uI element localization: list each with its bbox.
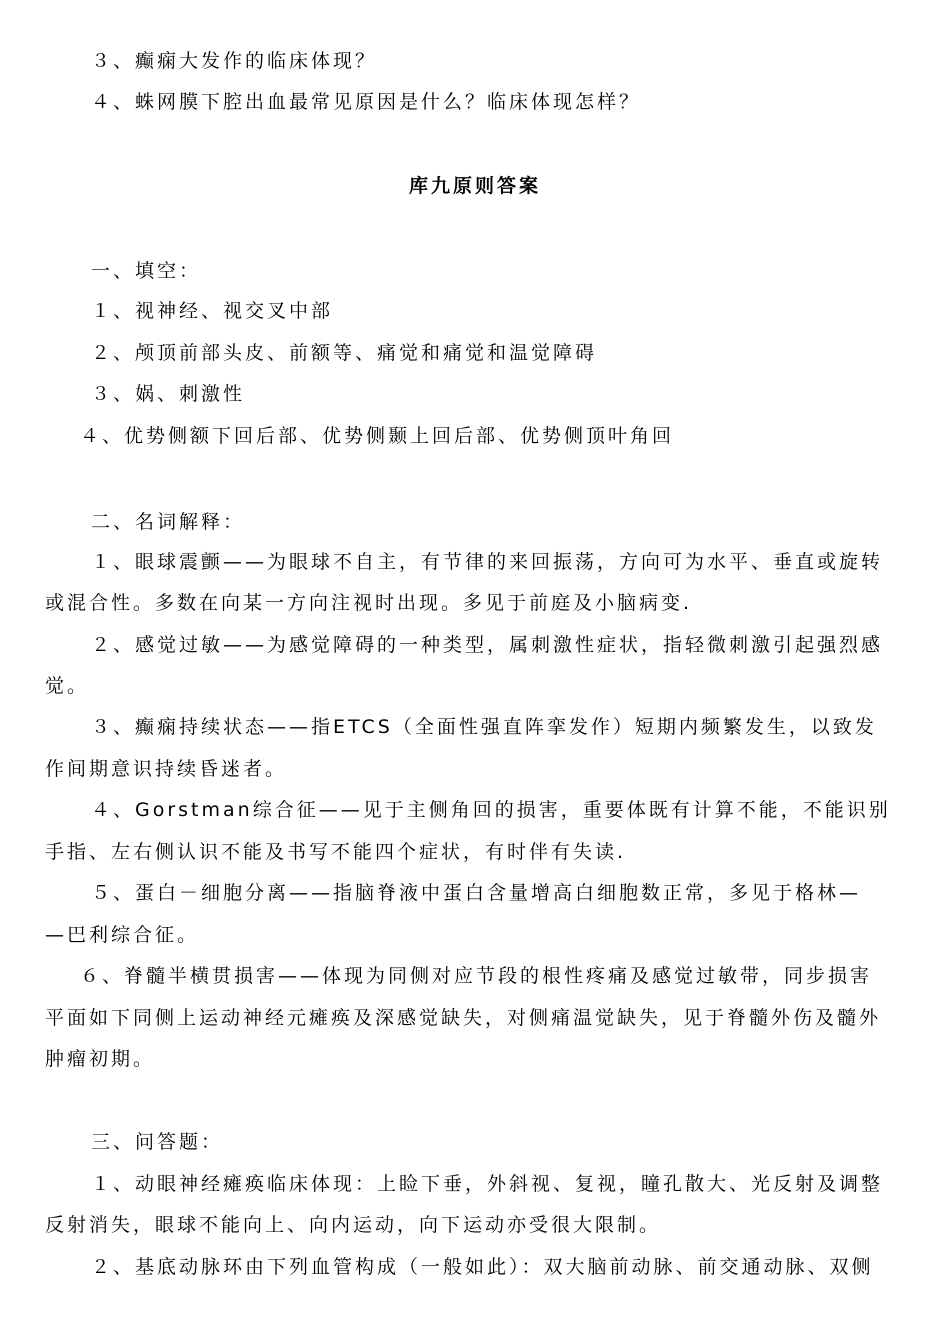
qa-answer-1-line-2: 反射消失，眼球不能向上、向内运动，向下运动亦受很大限制。 [45,1214,662,1236]
qa-answer-2-line-1: ２、基底动脉环由下列血管构成（一般如此）：双大脑前动脉、前交通动脉、双侧 [91,1256,874,1278]
answers-title: 库九原则答案 [409,175,542,197]
term-2-line-1: ２、感觉过敏——为感觉障碍的一种类型，属刺激性症状，指轻微刺激引起强烈感 [91,634,884,656]
terms-heading: 二、名词解释： [91,511,246,533]
term-4-line-2: 手指、左右侧认识不能及书写不能四个症状，有时伴有失读. [45,841,627,863]
term-1-line-2: 或混合性。多数在向某一方向注视时出现。多见于前庭及小脑病变. [45,592,693,614]
term-3-line-1: ３、癫痫持续状态——指ETCS（全面性强直阵挛发作）短期内频繁发生，以致发 [91,716,877,738]
term-3-line-2: 作间期意识持续昏迷者。 [45,758,288,780]
fill-answer-4: ４、优势侧额下回后部、优势侧颞上回后部、优势侧顶叶角回 [80,425,675,447]
question-3: ３、癫痫大发作的临床体现？ [91,50,378,72]
term-6-line-3: 肿瘤初期。 [45,1048,156,1070]
term-1-line-1: １、眼球震颤——为眼球不自主，有节律的来回振荡，方向可为水平、垂直或旋转 [91,551,884,573]
term-5-line-1: ５、蛋白－细胞分离——指脑脊液中蛋白含量增高白细胞数正常，多见于格林— [91,882,862,904]
question-4: ４、蛛网膜下腔出血最常见原因是什么？临床体现怎样？ [91,91,642,113]
term-5-line-2: —巴利综合征。 [45,924,200,946]
qa-heading: 三、问答题： [91,1131,224,1153]
fill-answer-2: ２、颅顶前部头皮、前额等、痛觉和痛觉和温觉障碍 [91,342,598,364]
fill-answer-1: １、视神经、视交叉中部 [91,300,334,322]
term-6-line-1: ６、脊髓半横贯损害——体现为同侧对应节段的根性疼痛及感觉过敏带，同步损害 [80,965,873,987]
term-4-line-1: ４、Gorstman综合征——见于主侧角回的损害，重要体既有计算不能，不能识别 [91,799,891,821]
term-2-line-2: 觉。 [45,675,90,697]
term-6-line-2: 平面如下同侧上运动神经元瘫痪及深感觉缺失，对侧痛温觉缺失，见于脊髓外伤及髓外 [45,1007,882,1029]
qa-answer-1-line-1: １、动眼神经瘫痪临床体现：上睑下垂，外斜视、复视，瞳孔散大、光反射及调整 [91,1173,884,1195]
fill-heading: 一、填空： [91,260,202,282]
fill-answer-3: ３、娲、刺激性 [91,383,246,405]
